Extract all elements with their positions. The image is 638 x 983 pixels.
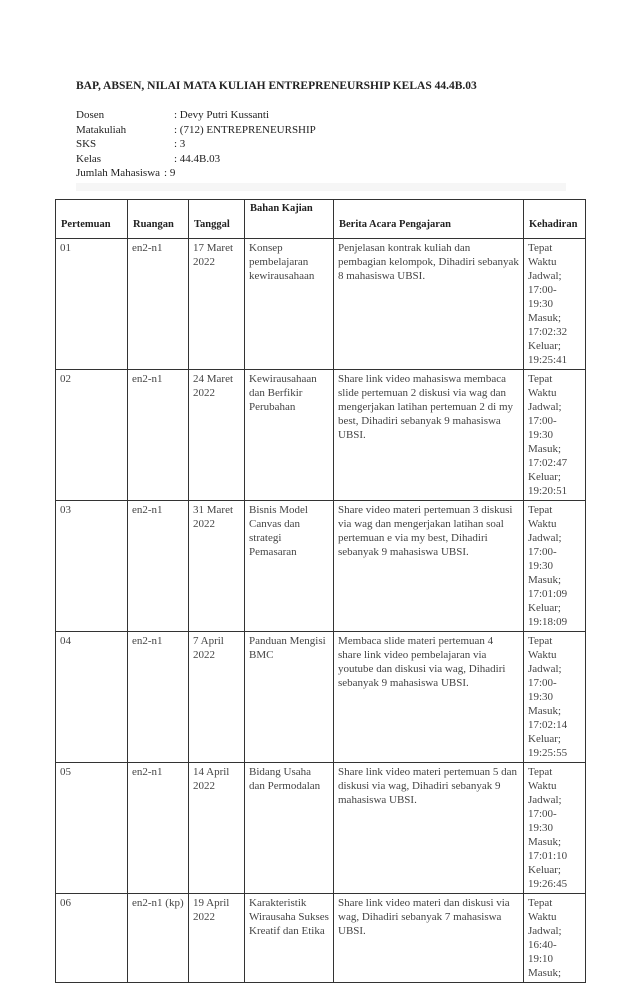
header-pertemuan: Pertemuan [56, 200, 128, 239]
cell-tanggal: 7 April 2022 [189, 632, 245, 763]
info-row-matakuliah [76, 123, 316, 138]
header-bahan-kajian: Bahan Kajian [245, 200, 334, 239]
cell-berita-acara: Membaca slide materi pertemuan 4 share link video pembelajaran via youtube dan diskusi via wag, Dihadiri sebanyak 9 mahasiswa UBSI. [334, 632, 524, 763]
info-value: : (712) ENTREPRENEURSHIP [174, 123, 316, 136]
info-value: : 3 [174, 138, 186, 150]
cell-kehadiran: Tepat Waktu Jadwal; 17:00-19:30 Masuk; 17:02:14 Keluar; 19:25:55 [524, 632, 586, 763]
header-tanggal: Tanggal [189, 200, 245, 239]
cell-tanggal: 31 Maret 2022 [189, 501, 245, 632]
cell-tanggal: 14 April 2022 [189, 763, 245, 894]
info-row-jumlah [76, 166, 316, 181]
cell-bahan-kajian: Kewirausahaan dan Berfikir Perubahan [245, 370, 334, 501]
cell-bahan-kajian: Bisnis Model Canvas dan strategi Pemasaran [245, 501, 334, 632]
table-header-row [56, 200, 586, 239]
cell-tanggal: 24 Maret 2022 [189, 370, 245, 501]
cell-bahan-kajian: Konsep pembelajaran kewirausahaan [245, 239, 334, 370]
cell-bahan-kajian: Panduan Mengisi BMC [245, 632, 334, 763]
header-berita-acara: Berita Acara Pengajaran [334, 200, 524, 239]
divider [76, 183, 566, 191]
cell-bahan-kajian: Karakteristik Wirausaha Sukses Kreatif dan Etika [245, 894, 334, 983]
info-value: : Devy Putri Kussanti [174, 109, 270, 121]
cell-berita-acara: Share link video materi pertemuan 5 dan diskusi via wag, Dihadiri sebanyak 9 mahasiswa UBSI. [334, 763, 524, 894]
info-value: : 9 [164, 167, 176, 179]
info-value: : 44.4B.03 [174, 152, 221, 165]
cell-tanggal: 19 April 2022 [189, 894, 245, 983]
cell-berita-acara: Share link video mahasiswa membaca slide pertemuan 2 diskusi via wag dan mengerjakan latihan pertemuan 2 di my best, Dihadiri sebanyak 9 mahasiswa UBSI. [334, 370, 524, 501]
table-row [56, 632, 586, 763]
info-label: Matakuliah [76, 123, 127, 136]
cell-berita-acara: Penjelasan kontrak kuliah dan pembagian kelompok, Dihadiri sebanyak 8 mahasiswa UBSI. [334, 239, 524, 370]
cell-ruangan: en2-n1 [128, 239, 189, 370]
cell-ruangan: en2-n1 [128, 370, 189, 501]
cell-kehadiran: Tepat Waktu Jadwal; 17:00-19:30 Masuk; 17:01:10 Keluar; 19:26:45 [524, 763, 586, 894]
info-label: SKS [76, 138, 97, 150]
cell-kehadiran: Tepat Waktu Jadwal; 17:00-19:30 Masuk; 17:02:47 Keluar; 19:20:51 [524, 370, 586, 501]
cell-berita-acara: Share video materi pertemuan 3 diskusi via wag dan mengerjakan latihan soal pertemuan e via my best, Dihadiri sebanyak 9 mahasiswa UBSI. [334, 501, 524, 632]
cell-ruangan: en2-n1 [128, 763, 189, 894]
cell-berita-acara: Share link video materi dan diskusi via wag, Dihadiri sebanyak 7 mahasiswa UBSI. [334, 894, 524, 983]
cell-kehadiran: Tepat Waktu Jadwal; 17:00-19:30 Masuk; 17:01:09 Keluar; 19:18:09 [524, 501, 586, 632]
info-row-dosen [76, 108, 316, 123]
document-title: BAP, ABSEN, NILAI MATA KULIAH ENTREPRENEURSHIP KELAS 44.4B.03 [76, 80, 477, 92]
cell-pertemuan: 05 [56, 763, 128, 894]
info-label: Kelas [76, 152, 102, 165]
header-kehadiran: Kehadiran [524, 200, 586, 239]
table-row [56, 239, 586, 370]
info-row-sks [76, 137, 316, 152]
table-row [56, 501, 586, 632]
info-row-kelas [76, 152, 316, 167]
header-ruangan: Ruangan [128, 200, 189, 239]
cell-pertemuan: 01 [56, 239, 128, 370]
cell-bahan-kajian: Bidang Usaha dan Permodalan [245, 763, 334, 894]
table-row [56, 763, 586, 894]
cell-pertemuan: 02 [56, 370, 128, 501]
cell-tanggal: 17 Maret 2022 [189, 239, 245, 370]
cell-ruangan: en2-n1 [128, 501, 189, 632]
cell-kehadiran: Tepat Waktu Jadwal; 17:00-19:30 Masuk; 17:02:32 Keluar; 19:25:41 [524, 239, 586, 370]
info-label: Jumlah Mahasiswa [76, 167, 161, 179]
attendance-table [55, 199, 586, 983]
table-row [56, 894, 586, 983]
cell-pertemuan: 06 [56, 894, 128, 983]
cell-pertemuan: 04 [56, 632, 128, 763]
course-info [76, 108, 316, 181]
cell-ruangan: en2-n1 [128, 632, 189, 763]
cell-pertemuan: 03 [56, 501, 128, 632]
cell-ruangan: en2-n1 (kp) [128, 894, 189, 983]
cell-kehadiran: Tepat Waktu Jadwal; 16:40-19:10 Masuk; [524, 894, 586, 983]
info-label: Dosen [76, 109, 105, 121]
table-row [56, 370, 586, 501]
